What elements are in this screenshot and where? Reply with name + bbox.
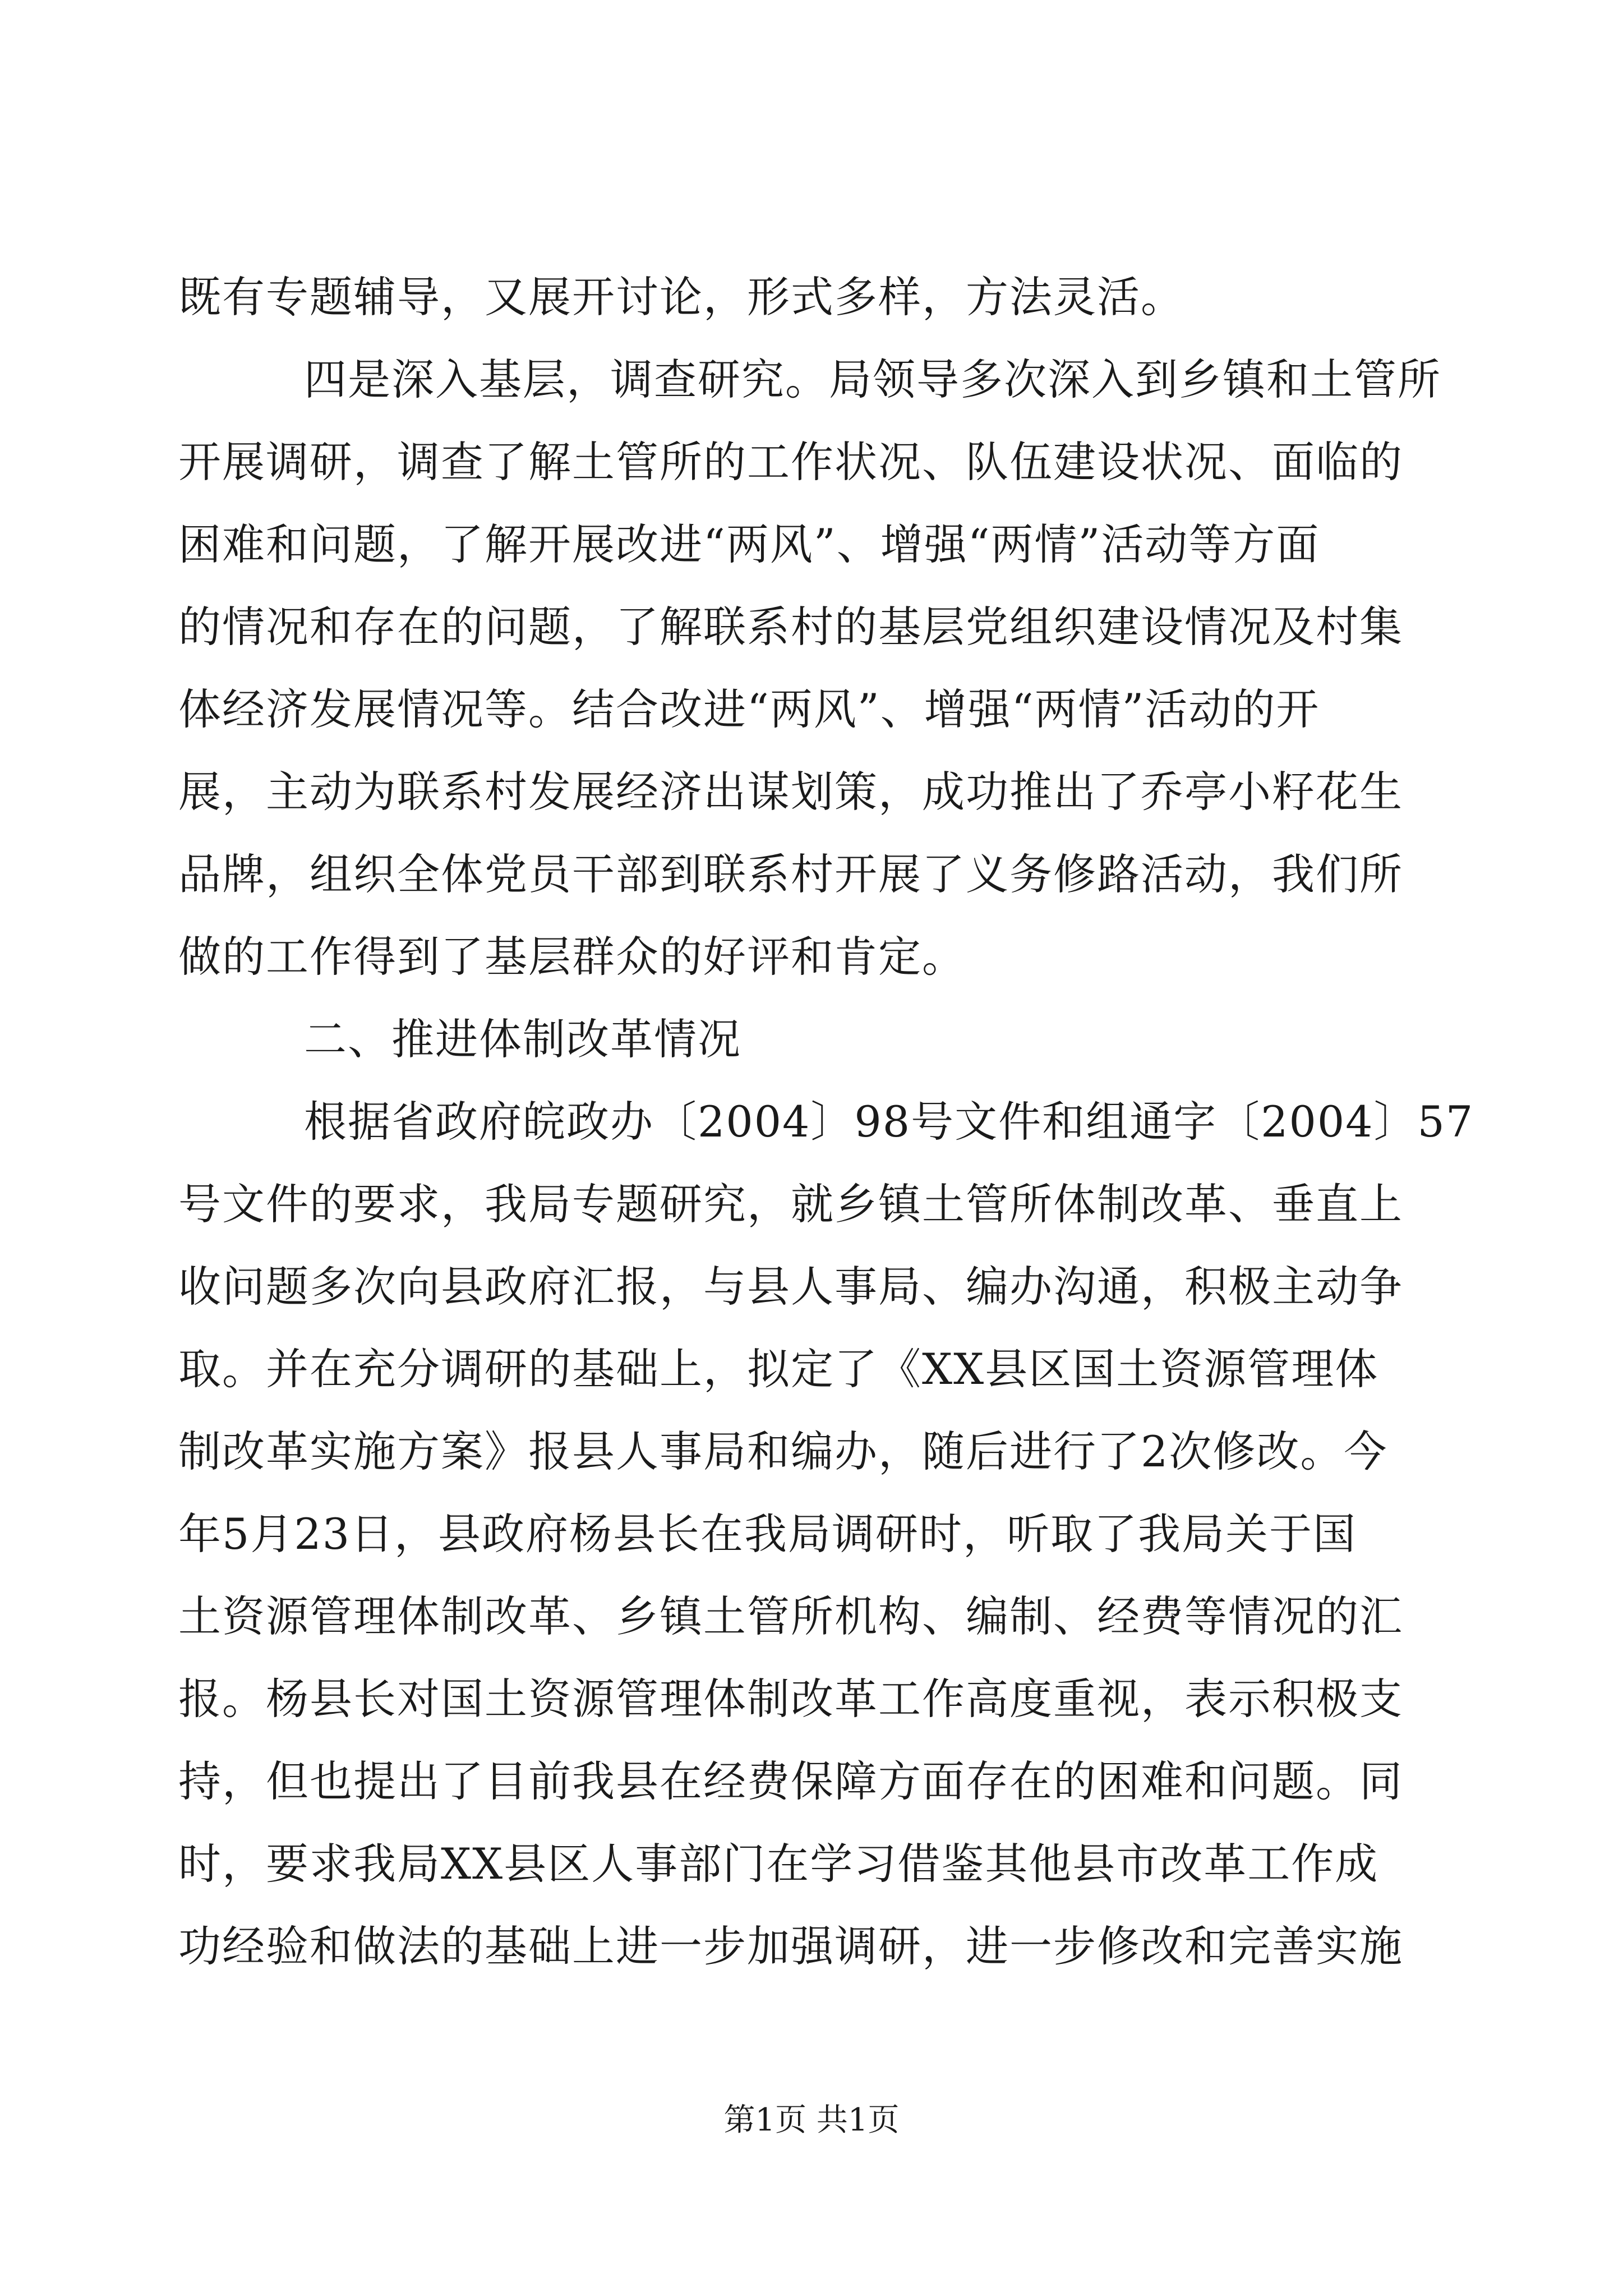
text-line: 持，但也提出了目前我县在经费保障方面存在的困难和问题。同 [178, 1756, 1403, 1806]
text-line: 制改革实施方案》报县人事局和编办，随后进行了2次修改。今 [178, 1427, 1388, 1476]
page-number-footer: 第1页 共1页 [723, 2102, 900, 2138]
text-line: 报。杨县长对国土资源管理体制改革工作高度重视，表示积极支 [178, 1674, 1403, 1724]
text-line: 土资源管理体制改革、乡镇土管所机构、编制、经费等情况的汇 [178, 1591, 1403, 1641]
text-line: 取。并在充分调研的基础上，拟定了《XX县区国土资源管理体 [178, 1344, 1379, 1394]
section-heading: 二、推进体制改革情况 [304, 1014, 741, 1064]
text-line: 时，要求我局XX县区人事部门在学习借鉴其他县市改革工作成 [178, 1839, 1379, 1889]
paragraph-line: 四是深入基层，调查研究。局领导多次深入到乡镇和土管所 [304, 355, 1441, 404]
text-line: 品牌，组织全体党员干部到联系村开展了义务修路活动，我们所 [178, 849, 1403, 899]
text-line: 困难和问题，了解开展改进“两风”、增强“两情”活动等方面 [178, 519, 1320, 569]
text-line: 的情况和存在的问题，了解联系村的基层党组织建设情况及村集 [178, 602, 1403, 652]
text-line: 号文件的要求，我局专题研究，就乡镇土管所体制改革、垂直上 [178, 1179, 1403, 1229]
text-line: 体经济发展情况等。结合改进“两风”、增强“两情”活动的开 [178, 684, 1320, 734]
text-line: 做的工作得到了基层群众的好评和肯定。 [178, 932, 966, 982]
text-line: 开展调研，调查了解土管所的工作状况、队伍建设状况、面临的 [178, 437, 1403, 487]
text-line: 展，主动为联系村发展经济出谋划策，成功推出了乔亭小籽花生 [178, 767, 1403, 817]
text-line: 收问题多次向县政府汇报，与县人事局、编办沟通，积极主动争 [178, 1262, 1403, 1312]
text-line: 既有专题辅导，又展开讨论，形式多样，方法灵活。 [178, 272, 1184, 322]
paragraph-line: 根据省政府皖政办〔2004〕98号文件和组通字〔2004〕57 [304, 1097, 1474, 1147]
text-line: 年5月23日，县政府杨县长在我局调研时，听取了我局关于国 [178, 1509, 1357, 1559]
text-line: 功经验和做法的基础上进一步加强调研，进一步修改和完善实施 [178, 1921, 1403, 1971]
